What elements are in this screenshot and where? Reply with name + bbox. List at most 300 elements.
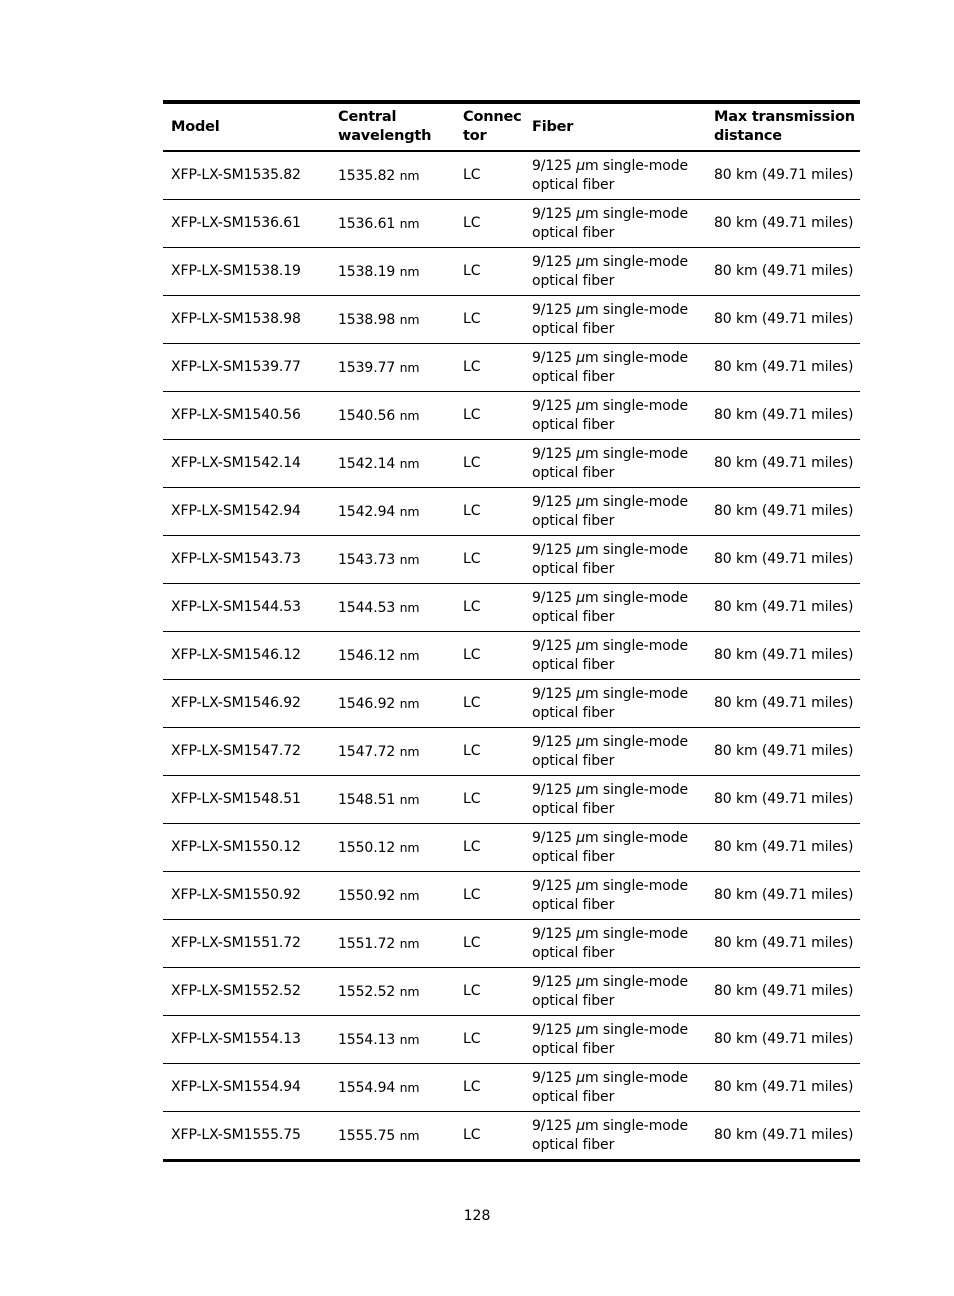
fiber-rest: m single-mode xyxy=(585,973,689,990)
fiber-line2: optical fiber xyxy=(532,1040,615,1057)
model-value: XFP-LX-SM1546.92 xyxy=(171,695,301,711)
transceiver-spec-table xyxy=(163,100,860,1162)
fiber-line2: optical fiber xyxy=(532,272,615,289)
fiber-mu: μ xyxy=(576,589,586,606)
fiber-prefix: 9/125 xyxy=(532,157,577,174)
cell-wavelength xyxy=(330,824,455,872)
cell-model xyxy=(163,776,330,824)
fiber-prefix: 9/125 xyxy=(532,349,577,366)
fiber-rest: m single-mode xyxy=(585,877,689,894)
cell-connector xyxy=(455,392,524,440)
model-value: XFP-LX-SM1543.73 xyxy=(171,551,301,567)
cell-fiber xyxy=(524,824,706,872)
fiber-rest: m single-mode xyxy=(585,1069,689,1086)
fiber-prefix: 9/125 xyxy=(532,589,577,606)
distance-value: 80 km (49.71 miles) xyxy=(714,503,854,519)
fiber-mu: μ xyxy=(576,637,586,654)
wavelength-unit: nm xyxy=(399,311,420,327)
cell-connector xyxy=(455,776,524,824)
wavelength-value: 1546.92 xyxy=(338,695,396,712)
fiber-line1 xyxy=(532,397,706,416)
distance-value: 80 km (49.71 miles) xyxy=(714,839,854,855)
cell-distance xyxy=(706,536,860,584)
table-row xyxy=(163,392,860,440)
connector-value: LC xyxy=(463,263,481,279)
table-body xyxy=(163,151,860,1161)
fiber-line2: optical fiber xyxy=(532,416,615,433)
cell-wavelength xyxy=(330,632,455,680)
fiber-mu: μ xyxy=(576,1021,586,1038)
fiber-line2: optical fiber xyxy=(532,608,615,625)
model-value: XFP-LX-SM1535.82 xyxy=(171,167,301,183)
cell-model xyxy=(163,1112,330,1161)
cell-connector xyxy=(455,872,524,920)
cell-model xyxy=(163,296,330,344)
cell-connector xyxy=(455,536,524,584)
distance-value: 80 km (49.71 miles) xyxy=(714,599,854,615)
cell-wavelength xyxy=(330,248,455,296)
cell-distance xyxy=(706,248,860,296)
fiber-line1 xyxy=(532,925,706,944)
connector-value: LC xyxy=(463,647,481,663)
cell-connector xyxy=(455,1112,524,1161)
fiber-rest: m single-mode xyxy=(585,349,689,366)
table-row xyxy=(163,680,860,728)
cell-model xyxy=(163,680,330,728)
fiber-line1 xyxy=(532,1117,706,1136)
distance-value: 80 km (49.71 miles) xyxy=(714,407,854,423)
wavelength-value: 1544.53 xyxy=(338,599,396,616)
model-value: XFP-LX-SM1538.98 xyxy=(171,311,301,327)
fiber-mu: μ xyxy=(576,973,586,990)
fiber-line1 xyxy=(532,445,706,464)
cell-distance xyxy=(706,296,860,344)
fiber-line1 xyxy=(532,1021,706,1040)
cell-fiber xyxy=(524,584,706,632)
fiber-mu: μ xyxy=(576,877,586,894)
cell-fiber xyxy=(524,872,706,920)
cell-connector xyxy=(455,344,524,392)
cell-model xyxy=(163,392,330,440)
model-value: XFP-LX-SM1542.14 xyxy=(171,455,301,471)
fiber-mu: μ xyxy=(576,925,586,942)
cell-fiber xyxy=(524,728,706,776)
distance-value: 80 km (49.71 miles) xyxy=(714,263,854,279)
wavelength-value: 1536.61 xyxy=(338,215,396,232)
fiber-line1 xyxy=(532,301,706,320)
fiber-line2: optical fiber xyxy=(532,656,615,673)
fiber-line2: optical fiber xyxy=(532,1136,615,1153)
fiber-line1 xyxy=(532,685,706,704)
fiber-line1 xyxy=(532,157,706,176)
wavelength-unit: nm xyxy=(399,743,420,759)
cell-model xyxy=(163,584,330,632)
table-row xyxy=(163,584,860,632)
connector-value: LC xyxy=(463,167,481,183)
cell-fiber xyxy=(524,968,706,1016)
connector-value: LC xyxy=(463,1079,481,1095)
fiber-prefix: 9/125 xyxy=(532,301,577,318)
cell-distance xyxy=(706,632,860,680)
fiber-mu: μ xyxy=(576,205,586,222)
wavelength-unit: nm xyxy=(399,455,420,471)
wavelength-unit: nm xyxy=(399,839,420,855)
distance-value: 80 km (49.71 miles) xyxy=(714,1127,854,1143)
table-row xyxy=(163,536,860,584)
wavelength-value: 1538.19 xyxy=(338,263,396,280)
cell-model xyxy=(163,920,330,968)
model-value: XFP-LX-SM1547.72 xyxy=(171,743,301,759)
cell-distance xyxy=(706,392,860,440)
table-row xyxy=(163,968,860,1016)
wavelength-value: 1539.77 xyxy=(338,359,396,376)
header-model xyxy=(163,102,330,151)
header-distance xyxy=(706,102,860,151)
header-connector-line2: tor xyxy=(463,128,487,144)
cell-fiber xyxy=(524,920,706,968)
cell-wavelength xyxy=(330,968,455,1016)
fiber-line2: optical fiber xyxy=(532,320,615,337)
wavelength-value: 1554.94 xyxy=(338,1079,396,1096)
table-row xyxy=(163,440,860,488)
cell-connector xyxy=(455,824,524,872)
cell-connector xyxy=(455,440,524,488)
connector-value: LC xyxy=(463,311,481,327)
fiber-prefix: 9/125 xyxy=(532,445,577,462)
cell-model xyxy=(163,1064,330,1112)
fiber-rest: m single-mode xyxy=(585,205,689,222)
fiber-line2: optical fiber xyxy=(532,224,615,241)
header-wavelength-line1: Central xyxy=(338,109,397,125)
connector-value: LC xyxy=(463,551,481,567)
fiber-line2: optical fiber xyxy=(532,848,615,865)
connector-value: LC xyxy=(463,407,481,423)
model-value: XFP-LX-SM1552.52 xyxy=(171,983,301,999)
fiber-prefix: 9/125 xyxy=(532,877,577,894)
header-fiber-label: Fiber xyxy=(532,118,574,135)
fiber-rest: m single-mode xyxy=(585,733,689,750)
cell-wavelength xyxy=(330,392,455,440)
model-value: XFP-LX-SM1555.75 xyxy=(171,1127,301,1143)
cell-fiber xyxy=(524,536,706,584)
cell-model xyxy=(163,248,330,296)
cell-fiber xyxy=(524,248,706,296)
wavelength-value: 1551.72 xyxy=(338,935,396,952)
wavelength-unit: nm xyxy=(399,647,420,663)
cell-distance xyxy=(706,968,860,1016)
fiber-prefix: 9/125 xyxy=(532,973,577,990)
cell-model xyxy=(163,632,330,680)
fiber-prefix: 9/125 xyxy=(532,829,577,846)
cell-wavelength xyxy=(330,296,455,344)
cell-distance xyxy=(706,488,860,536)
table-row xyxy=(163,248,860,296)
connector-value: LC xyxy=(463,1031,481,1047)
table-header xyxy=(163,102,860,151)
fiber-line2: optical fiber xyxy=(532,512,615,529)
cell-fiber xyxy=(524,1016,706,1064)
fiber-line1 xyxy=(532,973,706,992)
cell-wavelength xyxy=(330,776,455,824)
cell-distance xyxy=(706,1016,860,1064)
cell-model xyxy=(163,151,330,200)
wavelength-value: 1540.56 xyxy=(338,407,396,424)
wavelength-unit: nm xyxy=(399,887,420,903)
fiber-line1 xyxy=(532,1069,706,1088)
fiber-line2: optical fiber xyxy=(532,368,615,385)
distance-value: 80 km (49.71 miles) xyxy=(714,311,854,327)
wavelength-value: 1550.12 xyxy=(338,839,396,856)
fiber-mu: μ xyxy=(576,1069,586,1086)
cell-connector xyxy=(455,584,524,632)
cell-fiber xyxy=(524,344,706,392)
cell-wavelength xyxy=(330,488,455,536)
cell-wavelength xyxy=(330,680,455,728)
distance-value: 80 km (49.71 miles) xyxy=(714,359,854,375)
distance-value: 80 km (49.71 miles) xyxy=(714,455,854,471)
cell-distance xyxy=(706,824,860,872)
header-model-label: Model xyxy=(171,118,220,135)
cell-model xyxy=(163,872,330,920)
cell-model xyxy=(163,536,330,584)
fiber-rest: m single-mode xyxy=(585,253,689,270)
fiber-rest: m single-mode xyxy=(585,685,689,702)
wavelength-value: 1547.72 xyxy=(338,743,396,760)
fiber-prefix: 9/125 xyxy=(532,493,577,510)
cell-wavelength xyxy=(330,728,455,776)
table-row xyxy=(163,872,860,920)
model-value: XFP-LX-SM1540.56 xyxy=(171,407,301,423)
wavelength-value: 1538.98 xyxy=(338,311,396,328)
cell-wavelength xyxy=(330,872,455,920)
cell-wavelength xyxy=(330,344,455,392)
header-row xyxy=(163,102,860,151)
fiber-line2: optical fiber xyxy=(532,752,615,769)
wavelength-unit: nm xyxy=(399,983,420,999)
table-row xyxy=(163,344,860,392)
distance-value: 80 km (49.71 miles) xyxy=(714,1031,854,1047)
cell-fiber xyxy=(524,200,706,248)
cell-distance xyxy=(706,200,860,248)
fiber-mu: μ xyxy=(576,685,586,702)
model-value: XFP-LX-SM1542.94 xyxy=(171,503,301,519)
fiber-line1 xyxy=(532,493,706,512)
wavelength-unit: nm xyxy=(399,1031,420,1047)
cell-model xyxy=(163,200,330,248)
model-value: XFP-LX-SM1554.13 xyxy=(171,1031,301,1047)
fiber-rest: m single-mode xyxy=(585,1021,689,1038)
wavelength-value: 1542.14 xyxy=(338,455,396,472)
cell-model xyxy=(163,488,330,536)
connector-value: LC xyxy=(463,1127,481,1143)
cell-fiber xyxy=(524,1064,706,1112)
distance-value: 80 km (49.71 miles) xyxy=(714,743,854,759)
wavelength-unit: nm xyxy=(399,503,420,519)
connector-value: LC xyxy=(463,935,481,951)
cell-connector xyxy=(455,968,524,1016)
fiber-line2: optical fiber xyxy=(532,464,615,481)
cell-connector xyxy=(455,1064,524,1112)
fiber-mu: μ xyxy=(576,541,586,558)
table-row xyxy=(163,632,860,680)
table-row xyxy=(163,151,860,200)
cell-wavelength xyxy=(330,584,455,632)
cell-fiber xyxy=(524,392,706,440)
table-row xyxy=(163,1064,860,1112)
table-row xyxy=(163,488,860,536)
header-wavelength-line2: wavelength xyxy=(338,128,432,144)
cell-connector xyxy=(455,920,524,968)
fiber-rest: m single-mode xyxy=(585,493,689,510)
cell-fiber xyxy=(524,632,706,680)
header-connector xyxy=(455,102,524,151)
distance-value: 80 km (49.71 miles) xyxy=(714,791,854,807)
distance-value: 80 km (49.71 miles) xyxy=(714,887,854,903)
cell-connector xyxy=(455,151,524,200)
wavelength-value: 1555.75 xyxy=(338,1127,396,1144)
fiber-mu: μ xyxy=(576,733,586,750)
fiber-line2: optical fiber xyxy=(532,1088,615,1105)
header-fiber xyxy=(524,102,706,151)
wavelength-unit: nm xyxy=(399,791,420,807)
fiber-mu: μ xyxy=(576,349,586,366)
fiber-mu: μ xyxy=(576,157,586,174)
connector-value: LC xyxy=(463,695,481,711)
cell-wavelength xyxy=(330,151,455,200)
fiber-rest: m single-mode xyxy=(585,445,689,462)
distance-value: 80 km (49.71 miles) xyxy=(714,167,854,183)
cell-connector xyxy=(455,296,524,344)
wavelength-unit: nm xyxy=(399,263,420,279)
cell-wavelength xyxy=(330,200,455,248)
wavelength-value: 1550.92 xyxy=(338,887,396,904)
cell-model xyxy=(163,824,330,872)
table-row xyxy=(163,776,860,824)
fiber-rest: m single-mode xyxy=(585,829,689,846)
cell-distance xyxy=(706,1112,860,1161)
fiber-line1 xyxy=(532,253,706,272)
model-value: XFP-LX-SM1538.19 xyxy=(171,263,301,279)
cell-connector xyxy=(455,728,524,776)
cell-distance xyxy=(706,151,860,200)
model-value: XFP-LX-SM1548.51 xyxy=(171,791,301,807)
cell-connector xyxy=(455,488,524,536)
fiber-line1 xyxy=(532,541,706,560)
fiber-line2: optical fiber xyxy=(532,560,615,577)
fiber-rest: m single-mode xyxy=(585,589,689,606)
cell-fiber xyxy=(524,296,706,344)
fiber-line2: optical fiber xyxy=(532,176,615,193)
model-value: XFP-LX-SM1539.77 xyxy=(171,359,301,375)
table-row xyxy=(163,920,860,968)
header-distance-line2: distance xyxy=(714,128,782,144)
fiber-mu: μ xyxy=(576,781,586,798)
cell-wavelength xyxy=(330,1112,455,1161)
wavelength-unit: nm xyxy=(399,935,420,951)
cell-wavelength xyxy=(330,1016,455,1064)
wavelength-unit: nm xyxy=(399,1127,420,1143)
fiber-line1 xyxy=(532,829,706,848)
model-value: XFP-LX-SM1546.12 xyxy=(171,647,301,663)
fiber-line1 xyxy=(532,205,706,224)
distance-value: 80 km (49.71 miles) xyxy=(714,551,854,567)
fiber-mu: μ xyxy=(576,493,586,510)
cell-connector xyxy=(455,632,524,680)
wavelength-value: 1543.73 xyxy=(338,551,396,568)
connector-value: LC xyxy=(463,503,481,519)
fiber-prefix: 9/125 xyxy=(532,253,577,270)
fiber-prefix: 9/125 xyxy=(532,1117,577,1134)
fiber-mu: μ xyxy=(576,301,586,318)
table-row xyxy=(163,296,860,344)
cell-model xyxy=(163,1016,330,1064)
cell-connector xyxy=(455,680,524,728)
wavelength-unit: nm xyxy=(399,359,420,375)
header-distance-line1: Max transmission xyxy=(714,109,855,125)
wavelength-unit: nm xyxy=(399,551,420,567)
connector-value: LC xyxy=(463,983,481,999)
wavelength-unit: nm xyxy=(399,407,420,423)
fiber-rest: m single-mode xyxy=(585,781,689,798)
wavelength-value: 1535.82 xyxy=(338,167,396,184)
connector-value: LC xyxy=(463,743,481,759)
fiber-prefix: 9/125 xyxy=(532,1069,577,1086)
cell-distance xyxy=(706,872,860,920)
cell-fiber xyxy=(524,488,706,536)
model-value: XFP-LX-SM1536.61 xyxy=(171,215,301,231)
fiber-rest: m single-mode xyxy=(585,637,689,654)
fiber-rest: m single-mode xyxy=(585,1117,689,1134)
distance-value: 80 km (49.71 miles) xyxy=(714,935,854,951)
connector-value: LC xyxy=(463,359,481,375)
cell-distance xyxy=(706,584,860,632)
distance-value: 80 km (49.71 miles) xyxy=(714,1079,854,1095)
wavelength-value: 1542.94 xyxy=(338,503,396,520)
fiber-mu: μ xyxy=(576,397,586,414)
wavelength-value: 1548.51 xyxy=(338,791,396,808)
fiber-prefix: 9/125 xyxy=(532,1021,577,1038)
fiber-line2: optical fiber xyxy=(532,992,615,1009)
fiber-line2: optical fiber xyxy=(532,896,615,913)
connector-value: LC xyxy=(463,455,481,471)
page-number: 128 xyxy=(463,1208,491,1224)
wavelength-unit: nm xyxy=(399,215,420,231)
distance-value: 80 km (49.71 miles) xyxy=(714,647,854,663)
cell-distance xyxy=(706,728,860,776)
connector-value: LC xyxy=(463,839,481,855)
fiber-mu: μ xyxy=(576,445,586,462)
wavelength-value: 1546.12 xyxy=(338,647,396,664)
distance-value: 80 km (49.71 miles) xyxy=(714,983,854,999)
connector-value: LC xyxy=(463,215,481,231)
wavelength-unit: nm xyxy=(399,695,420,711)
fiber-mu: μ xyxy=(576,829,586,846)
cell-wavelength xyxy=(330,920,455,968)
cell-fiber xyxy=(524,776,706,824)
cell-wavelength xyxy=(330,440,455,488)
cell-wavelength xyxy=(330,536,455,584)
cell-fiber xyxy=(524,440,706,488)
fiber-prefix: 9/125 xyxy=(532,637,577,654)
fiber-line1 xyxy=(532,733,706,752)
cell-model xyxy=(163,728,330,776)
cell-distance xyxy=(706,1064,860,1112)
fiber-line1 xyxy=(532,877,706,896)
cell-fiber xyxy=(524,1112,706,1161)
wavelength-unit: nm xyxy=(399,1079,420,1095)
fiber-prefix: 9/125 xyxy=(532,781,577,798)
model-value: XFP-LX-SM1544.53 xyxy=(171,599,301,615)
